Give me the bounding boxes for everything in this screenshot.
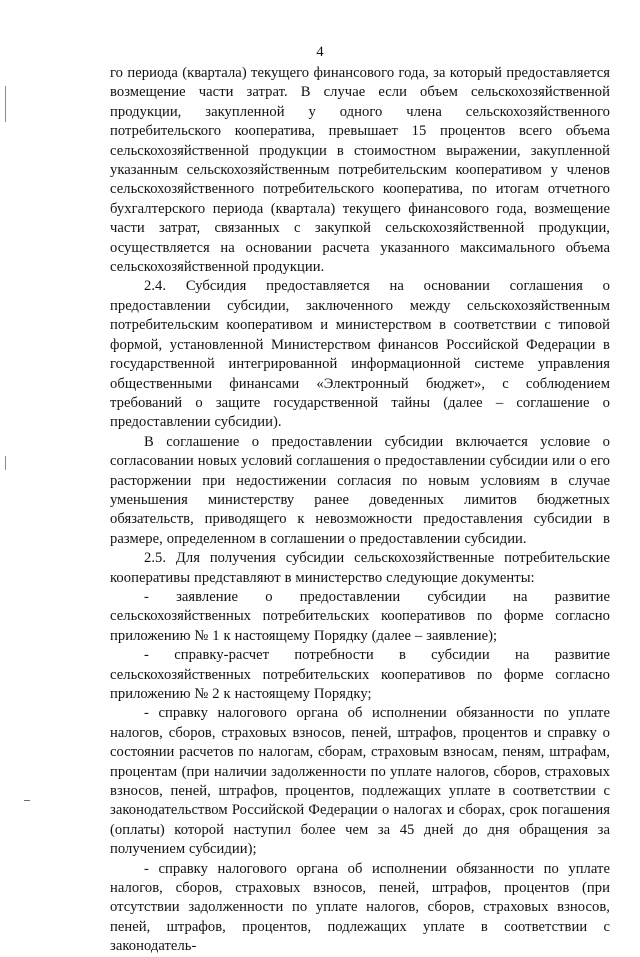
- paragraph-1: го периода (квартала) текущего финансового года, за который предоставляется возмещение части затрат. В случае если объем сельскохозяйственной продукции, закупленной у одного члена сельскохозяйственного потребительского кооператива, превышает 15 процентов всего объема сельскохозяйственной продукции в стоимостном выражении, закупленной указанным сельскохозяйственным потребительским кооперативом у членов сельскохозяйственного потребительского кооператива, по итогам отчетного бухгалтерского периода (квартала) текущего финансового года, возмещение части затрат, связанных с закупкой сельскохозяйственной продукции, осуществляется на основании расчета указанного максимального объема сельскохозяйственной продукции.: [110, 65, 610, 276]
- list-item-calculation: - справку-расчет потребности в субсидии на развитие сельскохозяйственных потребительских кооперативов по форме согласно приложению № 2 к настоящему Порядку;: [110, 647, 610, 702]
- left-margin-mark-middle: [5, 456, 6, 470]
- left-margin-dash: [24, 800, 30, 801]
- page-number: 4: [316, 44, 324, 60]
- paragraph-4: 2.5. Для получения субсидии сельскохозяйственные потребительские кооперативы представляют в министерство следующие документы:: [110, 550, 610, 586]
- list-item-application: - заявление о предоставлении субсидии на развитие сельскохозяйственных потребительских кооперативов по форме согласно приложению № 1 к настоящему Порядку (далее – заявление);: [110, 588, 610, 644]
- left-margin-mark-top: [5, 86, 6, 122]
- document-body: [110, 64, 610, 957]
- paragraph-3: В соглашение о предоставлении субсидии включается условие о согласовании новых условий соглашения о предоставлении субсидии или о его расторжении при недостижении согласия по новым условиям в случае уменьшения министерству ранее доведенных лимитов бюджетных обязательств, приводящего к невозможности предоставления субсидии в размере, определенном в соглашении о предоставлении субсидии.: [110, 433, 610, 547]
- list-item-tax-certificate-debt: - справку налогового органа об исполнении обязанности по уплате налогов, сборов, страховых взносов, пеней, штрафов, процентов и справку о состоянии расчетов по налогам, сборам, страховым взносам, пеням, штрафам, процентам (при наличии задолженности по уплате налогов, сборов, страховых взносов, пеней, штрафов, процентов, подлежащих уплате в соответствии с законодательством Российской Федерации о налогах и сборах, срок погашения (оплаты) которой наступил более чем за 45 дней до дня обращения за получением субсидии);: [110, 705, 610, 858]
- list-item-tax-certificate-no-debt: - справку налогового органа об исполнении обязанности по уплате налогов, сборов, страховых взносов, пеней, штрафов, процентов (при отсутствии задолженности по уплате налогов, сборов, страховых взносов, пеней, штрафов, процентов, подлежащих уплате в соответствии с законодатель-: [110, 860, 610, 955]
- paragraph-2: 2.4. Субсидия предоставляется на основании соглашения о предоставлении субсидии, заключенного между сельскохозяйственным потребительским кооперативом и министерством в соответствии с типовой формой, установленной Министерством финансов Российской Федерации в государственной интегрированной информационной системе управления общественными финансами «Электронный бюджет», с соблюдением требований о защите государственной тайны (далее – соглашение о предоставлении субсидии).: [110, 278, 610, 431]
